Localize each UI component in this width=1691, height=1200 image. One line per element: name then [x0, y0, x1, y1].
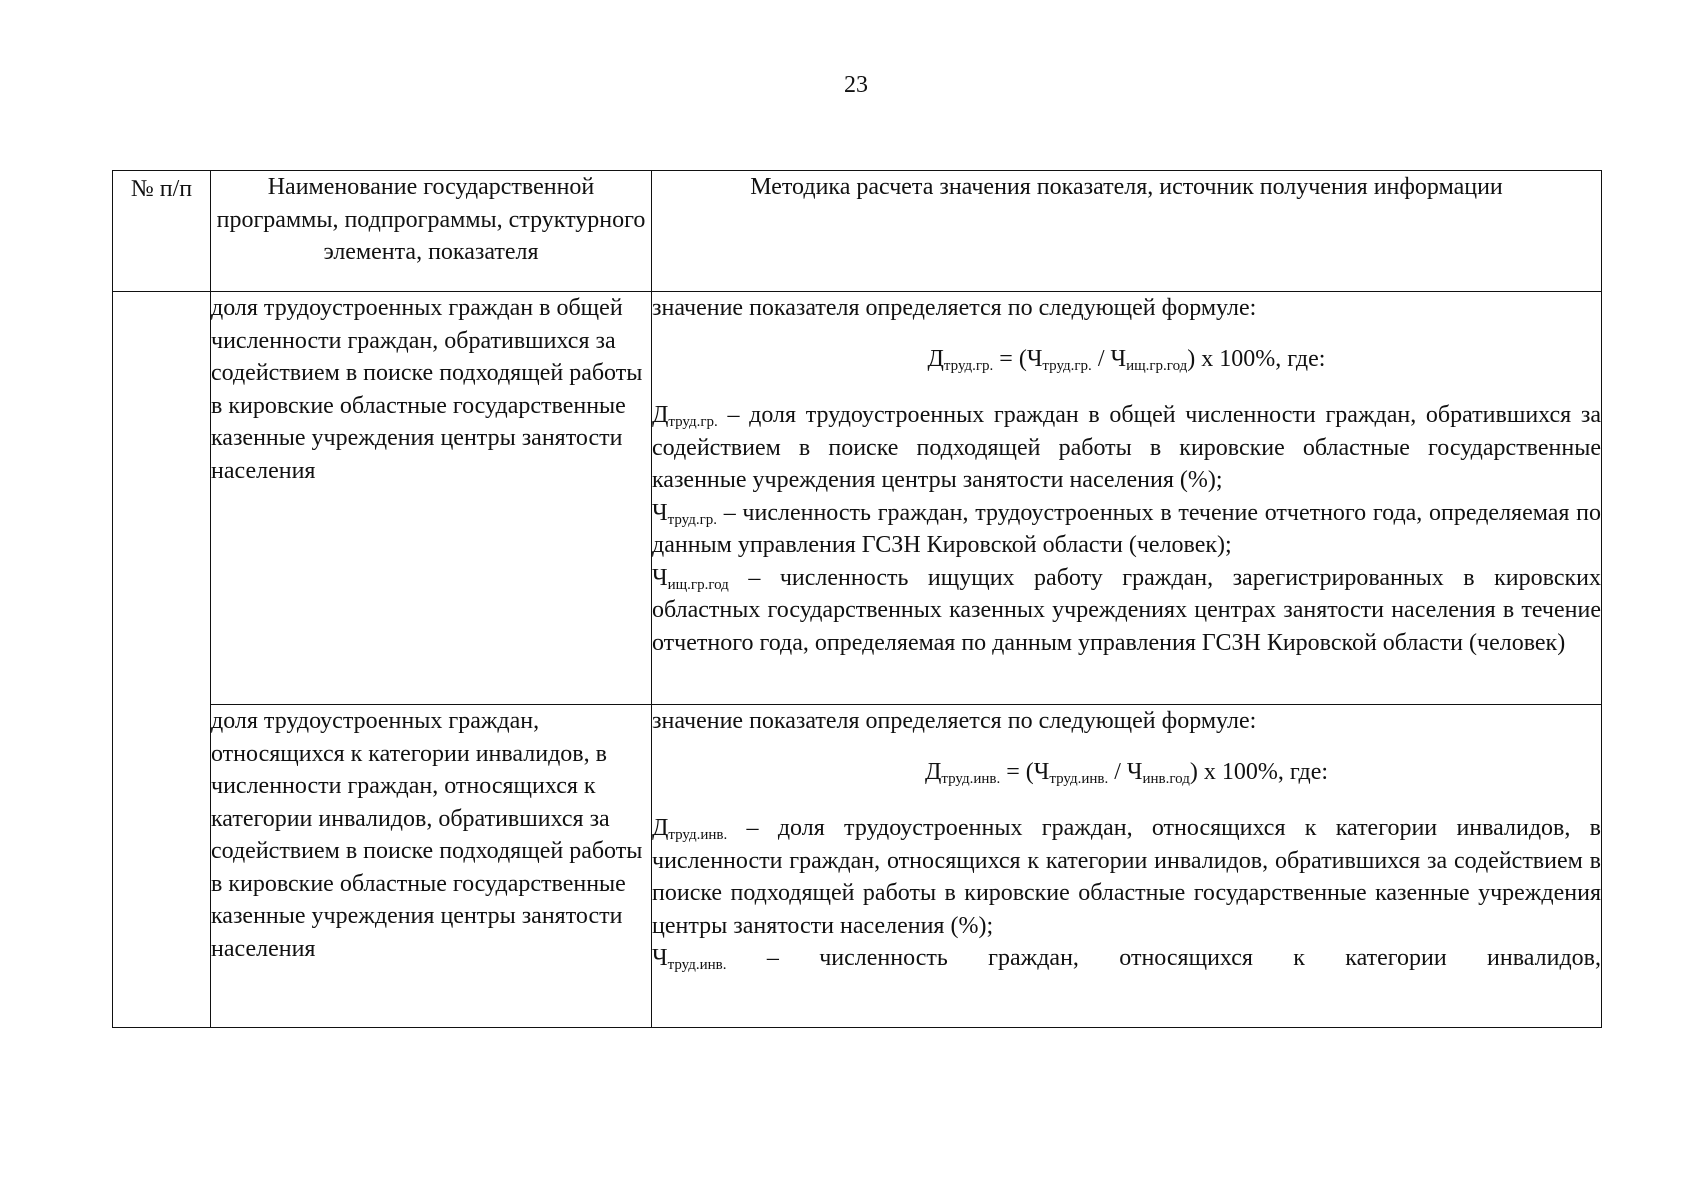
- definition-item: $Д_{труд.инв.}$ – доля трудоустроенных граждан, относящихся к категории инвалидов, в численности граждан, относящихся к категории инвалидов, обратившихся за содействием в поиске подходящей работы в кировские областные государственные казенные учреждения центры занятости населения (%);: [652, 815, 1601, 939]
- table-row: [113, 705, 1602, 1028]
- table-header-row: [113, 171, 1602, 292]
- row-number-cell: [113, 292, 211, 1028]
- indicator-methodology-table: [112, 170, 1602, 1028]
- definition-item: $Ч_{труд.инв.}$ – численность граждан, относящихся к категории инвалидов,: [652, 945, 1601, 973]
- header-name: Наименование государственной программы, подпрограммы, структурного элемента, показателя: [211, 171, 652, 292]
- table-row: [113, 292, 1602, 705]
- formula: $Д_{труд.инв.} = (Ч_{труд.инв.} / Ч_{инв.год})$ х 100%, где:: [924, 758, 1329, 787]
- formula-intro: значение показателя определяется по следующей формуле:: [652, 708, 1257, 734]
- page-number: 23: [844, 72, 868, 98]
- definition-item: $Ч_{ищ.гр.год}$ – численность ищущих работу граждан, зарегистрированных в кировских областных государственных казенных учреждениях центрах занятости населения в течение отчетного года, определяемая по данным управления ГСЗН Кировской области (человек): [652, 564, 1601, 656]
- indicator-name-cell: [211, 705, 652, 1028]
- indicator-name-cell: доля трудоустроенных граждан в общей численности граждан, обратившихся за содействием в поиске подходящей работы в кировские областные государственные казенные учреждения центры занятости населения: [211, 292, 652, 705]
- formula-intro: значение показателя определяется по следующей формуле:: [652, 295, 1257, 321]
- method-content: [652, 705, 1601, 1027]
- method-cell: [652, 292, 1602, 705]
- definition-item: $Д_{труд.гр.}$ – доля трудоустроенных граждан в общей численности граждан, обратившихся за содействием в поиске подходящей работы в кировские областные государственные казенные учреждения центры занятости населения (%);: [652, 402, 1601, 493]
- formula: $Д_{труд.гр.} = (Ч_{труд.гр.} / Ч_{ищ.гр.год})$ х 100%, где:: [927, 345, 1326, 374]
- method-cell: [652, 705, 1602, 1028]
- indicator-name-text: доля трудоустроенных граждан, относящихся к категории инвалидов, в численности граждан, относящихся к категории инвалидов, обратившихся за содействием в поиске подходящей работы в кировские областные государственные казенные учреждения центры занятости населения: [211, 708, 643, 962]
- header-number: № п/п: [113, 171, 211, 292]
- header-method: Методика расчета значения показателя, источник получения информации: [652, 171, 1602, 292]
- definition-item: $Ч_{труд.гр.}$ – численность граждан, трудоустроенных в течение отчетного года, определяемая по данным управления ГСЗН Кировской области (человек);: [652, 499, 1601, 558]
